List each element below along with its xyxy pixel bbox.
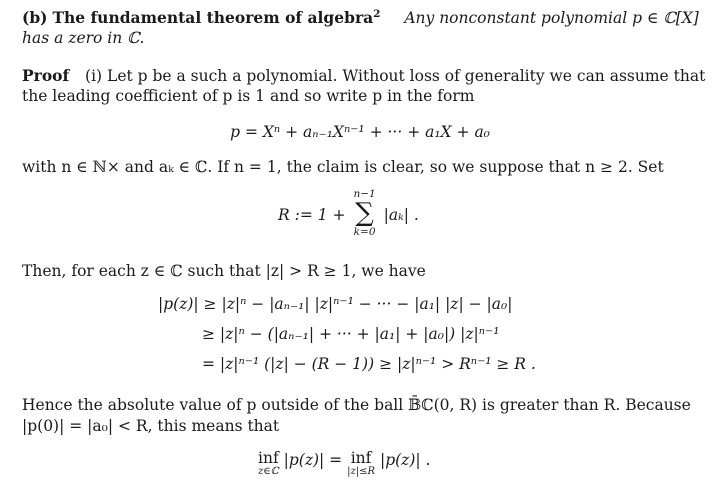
theorem-statement: Any nonconstant polynomial p ∈ ℂ[X]	[404, 9, 699, 27]
theorem-statement-cont: has a zero in ℂ.	[22, 29, 145, 47]
eq-R-right: |aₖ| .	[383, 206, 419, 224]
inf-right	[347, 450, 375, 477]
footnote-mark: 2	[373, 7, 381, 20]
inequality-line-2: ≥ |z|ⁿ − (|aₙ₋₁| + ··· + |a₁| + |a₀|) |z|ⁿ⁻¹	[202, 325, 500, 343]
inequality-line-1: |p(z)| ≥ |z|ⁿ − |aₙ₋₁| |z|ⁿ⁻¹ − ··· − |a₁| |z| − |a₀|	[158, 295, 513, 313]
proof-para1-line2: the leading coefficient of p is 1 and so write p in the form	[22, 87, 475, 105]
inf-left-op: inf	[258, 449, 279, 467]
proof-para2-line1: with n ∈ ℕ× and aₖ ∈ ℂ. If n = 1, the claim is clear, so we suppose that n ≥ 2. Set	[22, 158, 664, 176]
proof-para3-line1: Then, for each z ∈ ℂ such that |z| > R ≥ 1, we have	[22, 262, 426, 280]
sum-lower-limit: k=0	[353, 226, 376, 238]
theorem-heading	[22, 8, 702, 28]
inf-right-op: inf	[350, 449, 372, 467]
proof-label: Proof	[22, 66, 70, 85]
equation-polynomial: p = Xⁿ + aₙ₋₁Xⁿ⁻¹ + ··· + a₁X + a₀	[230, 123, 490, 141]
inf-right-limit: |z|≤R	[347, 466, 376, 477]
theorem-title: The fundamental theorem of algebra	[52, 8, 374, 27]
equation-infimum	[258, 450, 430, 477]
proof-para1-text: (i) Let p be a such a polynomial. Without loss of generality we can assume that	[85, 67, 706, 85]
proof-para1-line1	[22, 66, 706, 86]
theorem-label: (b)	[22, 8, 48, 27]
eq-R-left: R := 1 +	[278, 206, 346, 224]
sum-symbol-icon: ∑	[355, 198, 374, 228]
equation-R-definition	[278, 190, 419, 240]
sum-upper-limit: n−1	[353, 188, 376, 200]
inf-end: |p(z)| .	[379, 451, 431, 469]
summation	[353, 188, 375, 238]
proof-para4-line1: Hence the absolute value of p outside of the ball 𝔹̄ℂ(0, R) is greater than R. Because	[22, 396, 691, 414]
inf-middle: |p(z)| =	[283, 451, 343, 469]
inequality-line-3: = |z|ⁿ⁻¹ (|z| − (R − 1)) ≥ |z|ⁿ⁻¹ > Rⁿ⁻¹ ≥ R .	[202, 355, 536, 373]
inf-left-limit: z∈ℂ	[258, 466, 279, 477]
proof-para4-line2: |p(0)| = |a₀| < R, this means that	[22, 417, 280, 435]
inf-left	[258, 450, 279, 477]
